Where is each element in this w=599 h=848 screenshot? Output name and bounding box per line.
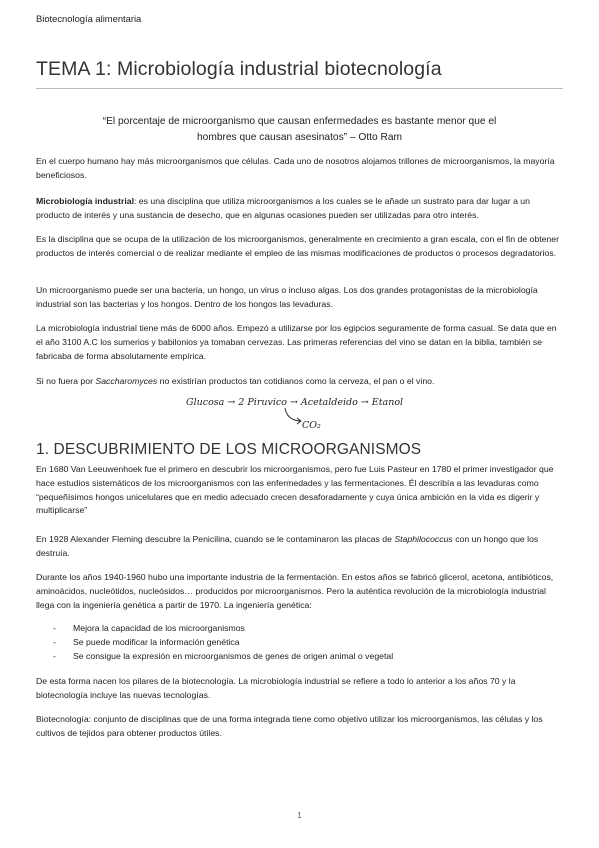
quote-line-2: hombres que causan asesinatos” – Otto Ram (197, 132, 402, 143)
paragraph-text: La microbiología industrial tiene más de 6000 años. Empezó a utilizarse por los egipcios seguramente de forma casual. Se data que en el año 3100 A.C los sumerios y babilonios ya tomaban cervezas. Las primeras referencias del vino se datan en la biblia, también se fabricaba de forma absolutamente empírica. (36, 323, 557, 361)
saccharomyces-paragraph: Si no fuera por Saccharomyces no existirían productos tan cotidianos como la cerveza, el pan o el vino. (36, 376, 435, 386)
list-item: - Se puede modificar la información genética (36, 636, 564, 650)
running-header: Biotecnología alimentaria (36, 13, 142, 24)
biotechnology-definition-paragraph (36, 713, 564, 741)
section-heading: 1. DESCUBRIMIENTO DE LOS MICROORGANISMOS (36, 441, 422, 458)
intro-paragraph (36, 155, 564, 183)
species-name: Staphilococcus (394, 534, 453, 544)
paragraph-text: Durante los años 1940-1960 hubo una importante industria de la fermentación. En estos años se fabricó glicerol, acetona, antibióticos, aminoácidos, nucleótidos, nucleósidos… producidos por microorganismos. Pero la auténtica revolución de la microbiología industrial llega con la ingeniería genética a partir de 1970. La ingeniería genética: (36, 572, 554, 610)
list-bullet: - (53, 650, 56, 661)
fleming-paragraph: En 1928 Alexander Fleming descubre la Penicilina, cuando se le contaminaron las placas de Staphilococcus con un hongo que los destruía. (36, 534, 539, 558)
paragraph-text: Es la disciplina que se ocupa de la utilización de los microorganismos, generalmente en crecimiento a gran escala, con el fin de obtener productos de interés comercial o de realizar mediante el empleo de las mismas modificaciones de productos o procesos degradatorios. (36, 234, 559, 258)
definition-paragraph (36, 195, 564, 223)
title-underline (36, 88, 563, 89)
epigraph-quote (76, 114, 523, 146)
paragraph-text: En el cuerpo humano hay más microorganismos que células. Cada uno de nosotros alojamos trillones de microorganismos, la mayoría beneficiosos. (36, 156, 555, 180)
list-item: - Se consigue la expresión en microorganismos de genes de origen animal o vegetal (36, 650, 564, 664)
page-title: TEMA 1: Microbiología industrial biotecnología (36, 58, 442, 80)
fermentation-industry-paragraph (36, 571, 564, 612)
genetic-engineering-list (36, 622, 564, 663)
discovery-paragraph (36, 463, 564, 518)
list-bullet: - (53, 636, 56, 647)
discipline-paragraph (36, 233, 564, 261)
definition-term: Microbiología industrial (36, 196, 134, 206)
fermentation-equation: Glucosa → 2 Piruvico → Acetaldeido → Etanol (186, 397, 404, 408)
paragraph-text: De esta forma nacen los pilares de la biotecnología. La microbiología industrial se refiere a todo lo anterior a los años 70 y la biotecnología incluye las nuevas tecnologías. (36, 676, 516, 700)
paragraph-text: En 1680 Van Leeuwenhoek fue el primero en descubrir los microorganismos, pero fue Luis Pasteur en 1780 el primer investigador que hace estudios sistemáticos de los microorganismos con las enfermedades y las fermentaciones. Él describía a las levaduras como “pequeñísimos hongos unicelulares que en medio adecuado crecen desaforadamente y cuya única ambición en la vida es digerir y multiplicarse” (36, 464, 554, 516)
quote-line-1: “El porcentaje de microorganismo que causan enfermedades es bastante menor que el (102, 116, 497, 127)
paragraph-text: Biotecnología: conjunto de disciplinas que de una forma integrada tiene como objetivo utilizar los microorganismos, las células y los cultivos de tejidos para obtener productos útiles. (36, 714, 543, 738)
list-item: - Mejora la capacidad de los microorganismos (36, 622, 564, 636)
paragraph-text: Un microorganismo puede ser una bacteria, un hongo, un virus o incluso algas. Los dos grandes protagonistas de la microbiología industrial son las bacterias y los hongos. Dentro de los hongos las levaduras. (36, 285, 538, 309)
biotechnology-pillars-paragraph (36, 675, 564, 703)
history-paragraph (36, 322, 564, 363)
definition-text: : es una disciplina que utiliza microorganismos a los cuales se le añade un sustrato para dar lugar a un producto de interés y una sustancia de desecho, que en algunas ocasiones pueden ser utilizadas para otro interés. (36, 196, 530, 220)
page-number: 1 (297, 810, 302, 820)
microorganism-paragraph (36, 284, 564, 312)
equation-byproduct: CO₂ (302, 420, 321, 431)
list-bullet: - (53, 623, 56, 633)
species-name: Saccharomyces (95, 376, 158, 386)
